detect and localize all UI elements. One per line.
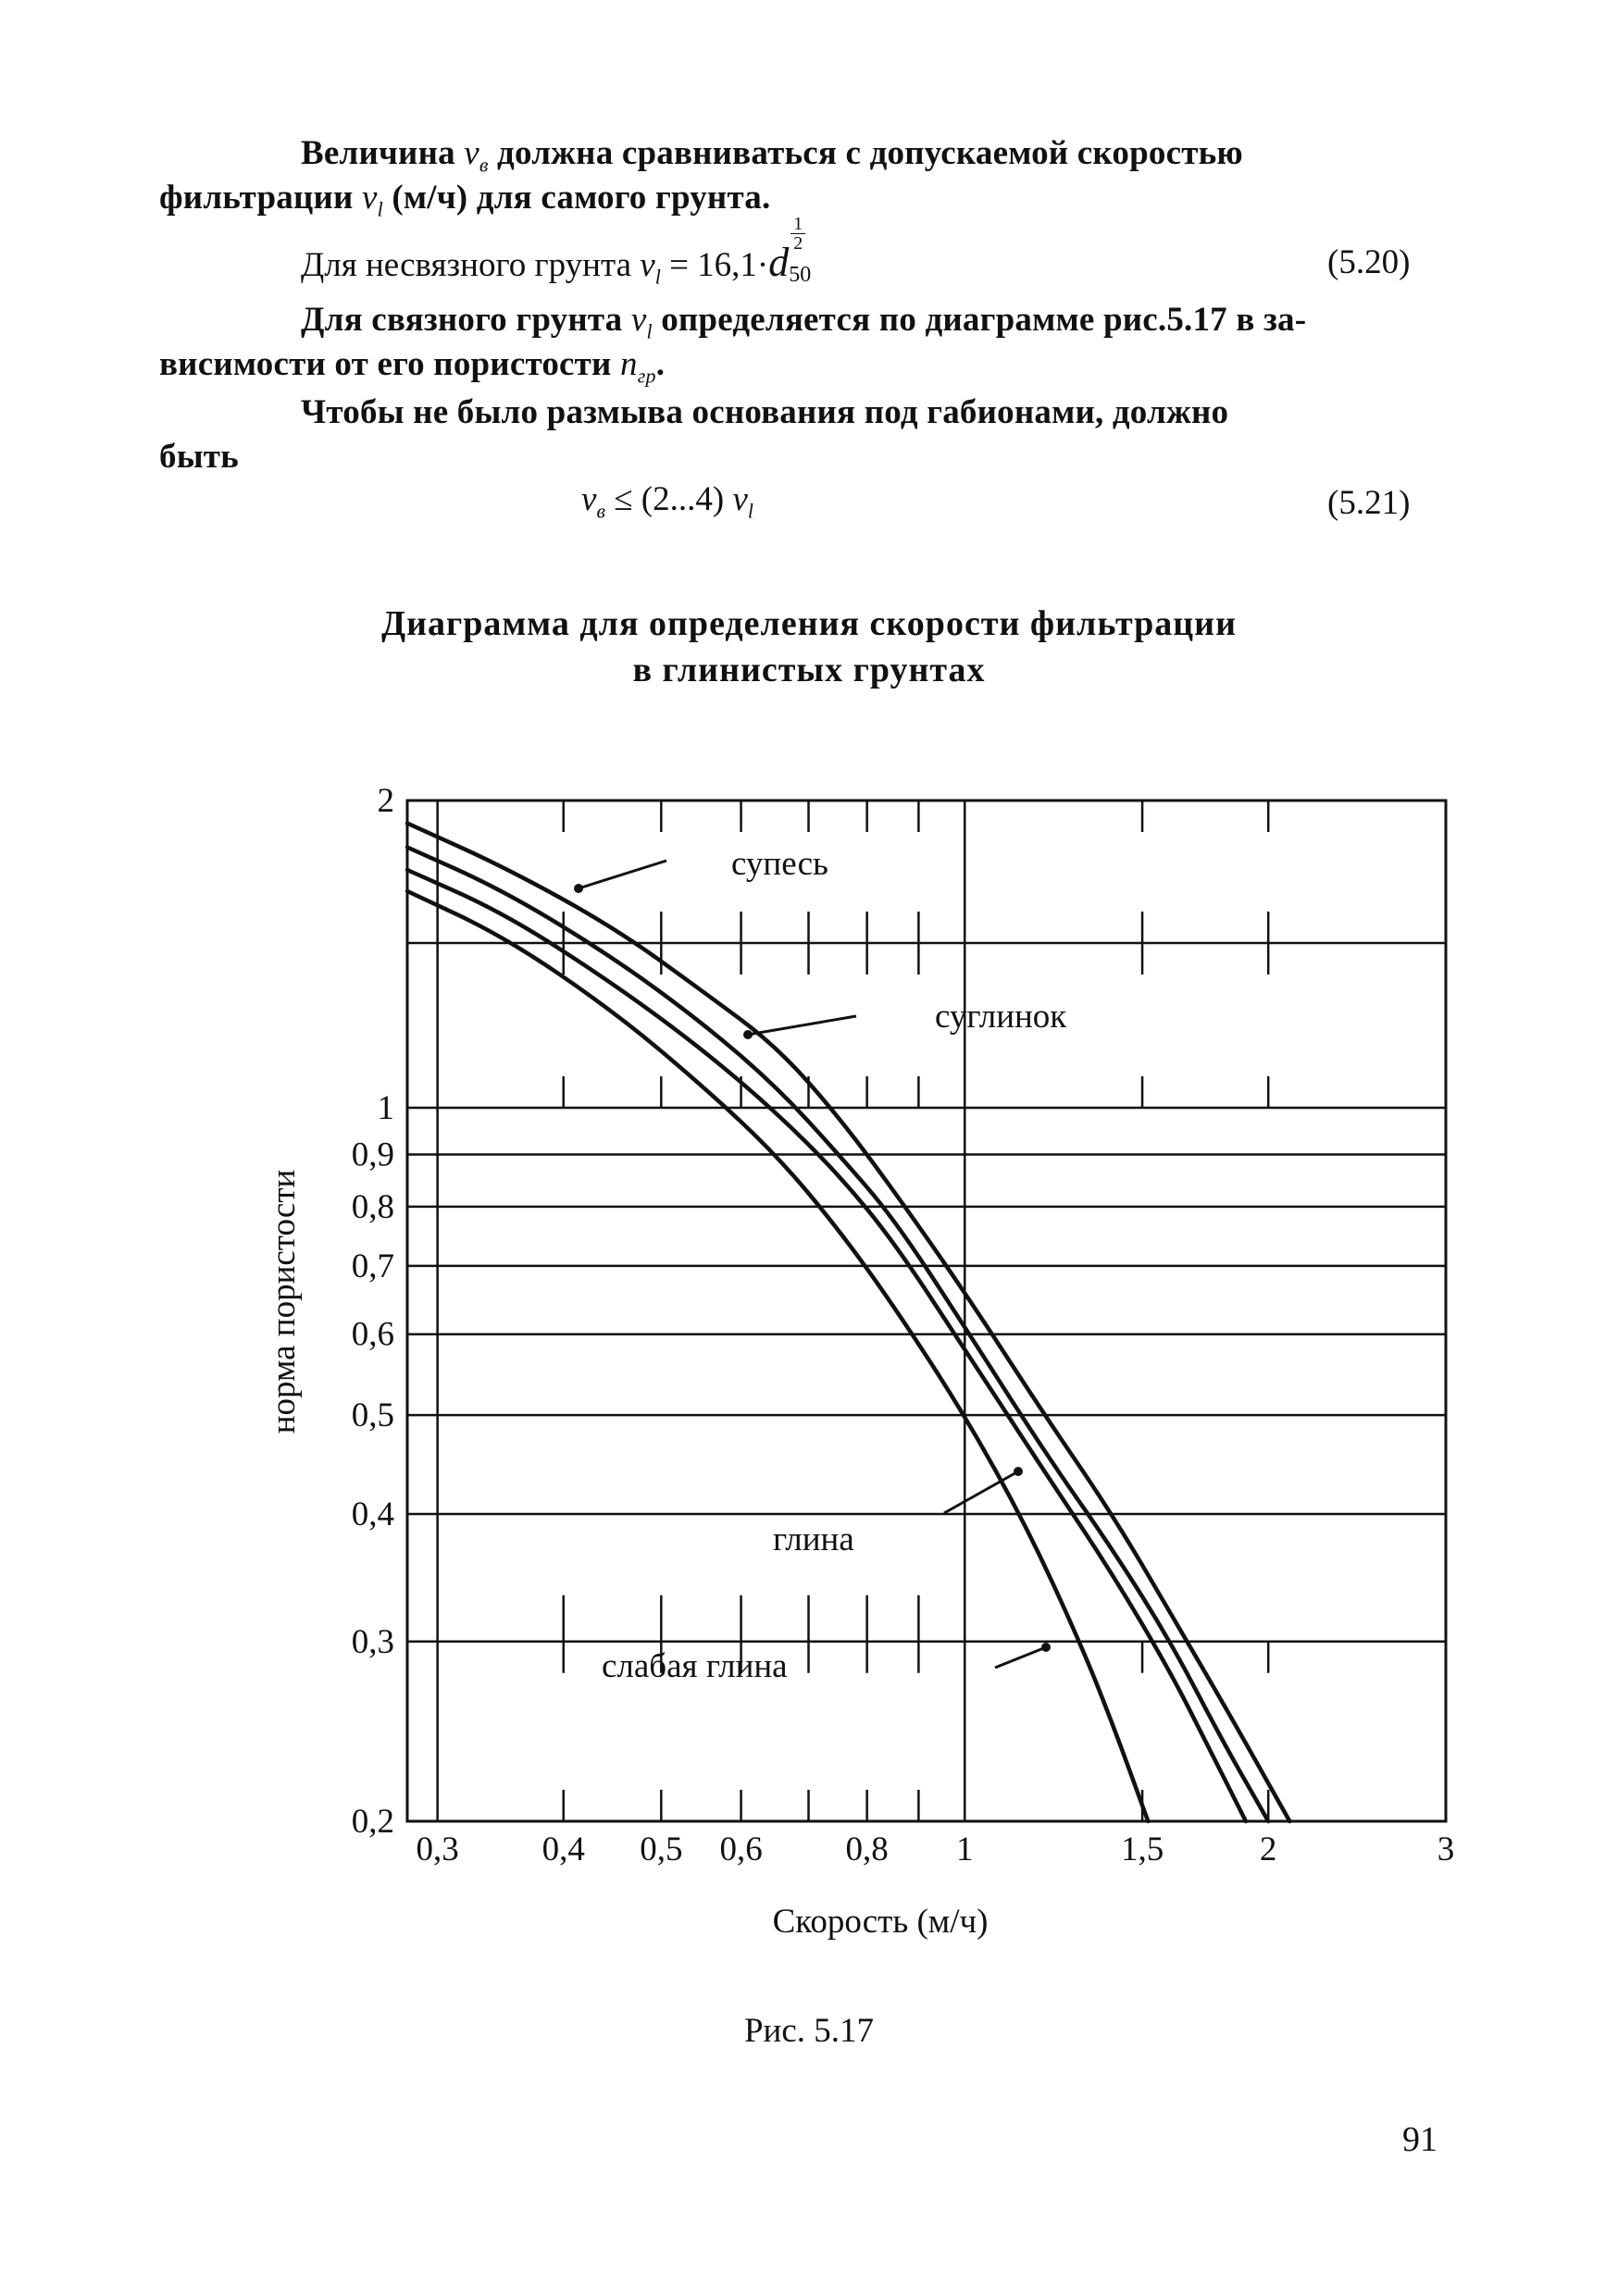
paragraph-text: фильтрации	[159, 179, 362, 217]
x-tick-label: 0,3	[416, 1831, 459, 1868]
variable-v: v	[630, 301, 647, 339]
x-tick-label: 0,4	[541, 1831, 585, 1868]
variable-subscript: l	[747, 499, 754, 523]
variable-subscript: l	[646, 319, 653, 343]
variable-subscript: в	[479, 153, 489, 177]
x-tick-label: 0,8	[845, 1831, 889, 1868]
figure-caption: Рис. 5.17	[743, 2012, 875, 2050]
y-tick-label: 2	[377, 782, 394, 820]
formula-equals: = 16,1·	[660, 246, 769, 284]
formula-text: Для несвязного грунта	[301, 246, 641, 284]
equation-number-5-20: (5.20)	[1327, 243, 1411, 281]
variable-subscript: l	[654, 265, 661, 289]
variable-v: v	[581, 480, 597, 518]
y-tick-label: 0,7	[351, 1247, 394, 1285]
x-tick-label: 3	[1437, 1831, 1455, 1868]
x-tick-label: 0,6	[719, 1831, 763, 1868]
paragraph-text: должна сравниваться с допускаемой скоростью	[488, 134, 1243, 172]
equation-number-5-21: (5.21)	[1327, 484, 1411, 522]
y-axis-label: норма пористости	[265, 1169, 303, 1434]
x-tick-label: 2	[1259, 1831, 1277, 1868]
series-annotation: слабая глина	[602, 1647, 788, 1685]
variable-d: d	[768, 240, 790, 285]
series-annotation: глина	[773, 1520, 854, 1558]
y-tick-label: 0,6	[351, 1315, 394, 1354]
annotation-leader-line	[748, 1016, 856, 1035]
y-tick-label: 0,2	[351, 1803, 394, 1841]
variable-subscript: l	[377, 197, 383, 221]
variable-v: v	[464, 134, 479, 172]
paragraph-text: висимости от его пористости	[159, 345, 620, 383]
x-tick-label: 0,5	[640, 1831, 683, 1868]
x-tick-label: 1	[955, 1831, 974, 1868]
paragraph-text: определяется по диаграмме рис.5.17 в за-	[652, 301, 1307, 339]
page-number: 91	[1402, 2120, 1438, 2159]
variable-v: v	[732, 480, 748, 518]
paragraph-3-line-1: Чтобы не было размыва основания под габионами, должно	[301, 393, 1229, 431]
y-tick-label: 1	[377, 1089, 394, 1128]
annotation-leader-line	[579, 861, 666, 888]
series-annotation: супесь	[731, 845, 828, 883]
annotation-leader-dot	[743, 1030, 753, 1039]
variable-n: n	[620, 345, 638, 383]
exponent-denominator: 2	[790, 233, 805, 253]
y-tick-label: 0,3	[351, 1622, 394, 1661]
annotation-leader-dot	[1014, 1467, 1023, 1476]
paragraph-text: .	[655, 345, 666, 383]
y-tick-label: 0,8	[351, 1187, 394, 1226]
series-annotation: суглинок	[935, 998, 1067, 1036]
y-tick-label: 0,5	[351, 1396, 394, 1435]
paragraph-3-line-2: быть	[159, 438, 239, 476]
formula-text: ≤ (2...4)	[605, 480, 733, 518]
series-line-глина	[407, 870, 1246, 1821]
exponent-numerator: 1	[793, 214, 803, 234]
variable-v: v	[640, 246, 655, 284]
paragraph-text: (м/ч) для самого грунта.	[382, 179, 771, 217]
series-line-супесь	[407, 824, 1289, 1821]
chart-title-line-1: Диаграмма для определения скорости фильтрации	[381, 604, 1237, 643]
chart-title-line-2: в глинистых грунтах	[632, 651, 986, 689]
y-tick-label: 0,4	[351, 1495, 394, 1533]
d-subscript: 50	[789, 263, 812, 287]
y-tick-label: 0,9	[351, 1136, 394, 1174]
annotation-leader-dot	[1041, 1643, 1051, 1652]
x-tick-label: 1,5	[1120, 1831, 1164, 1868]
variable-subscript: в	[596, 499, 605, 523]
paragraph-text: Для связного грунта	[301, 301, 631, 339]
paragraph-text: Величина	[301, 134, 465, 172]
annotation-leader-dot	[574, 884, 583, 893]
variable-subscript: гр	[637, 364, 656, 388]
x-axis-label: Скорость (м/ч)	[772, 1903, 989, 1941]
variable-v: v	[361, 179, 378, 217]
annotation-leader-line	[995, 1647, 1046, 1668]
